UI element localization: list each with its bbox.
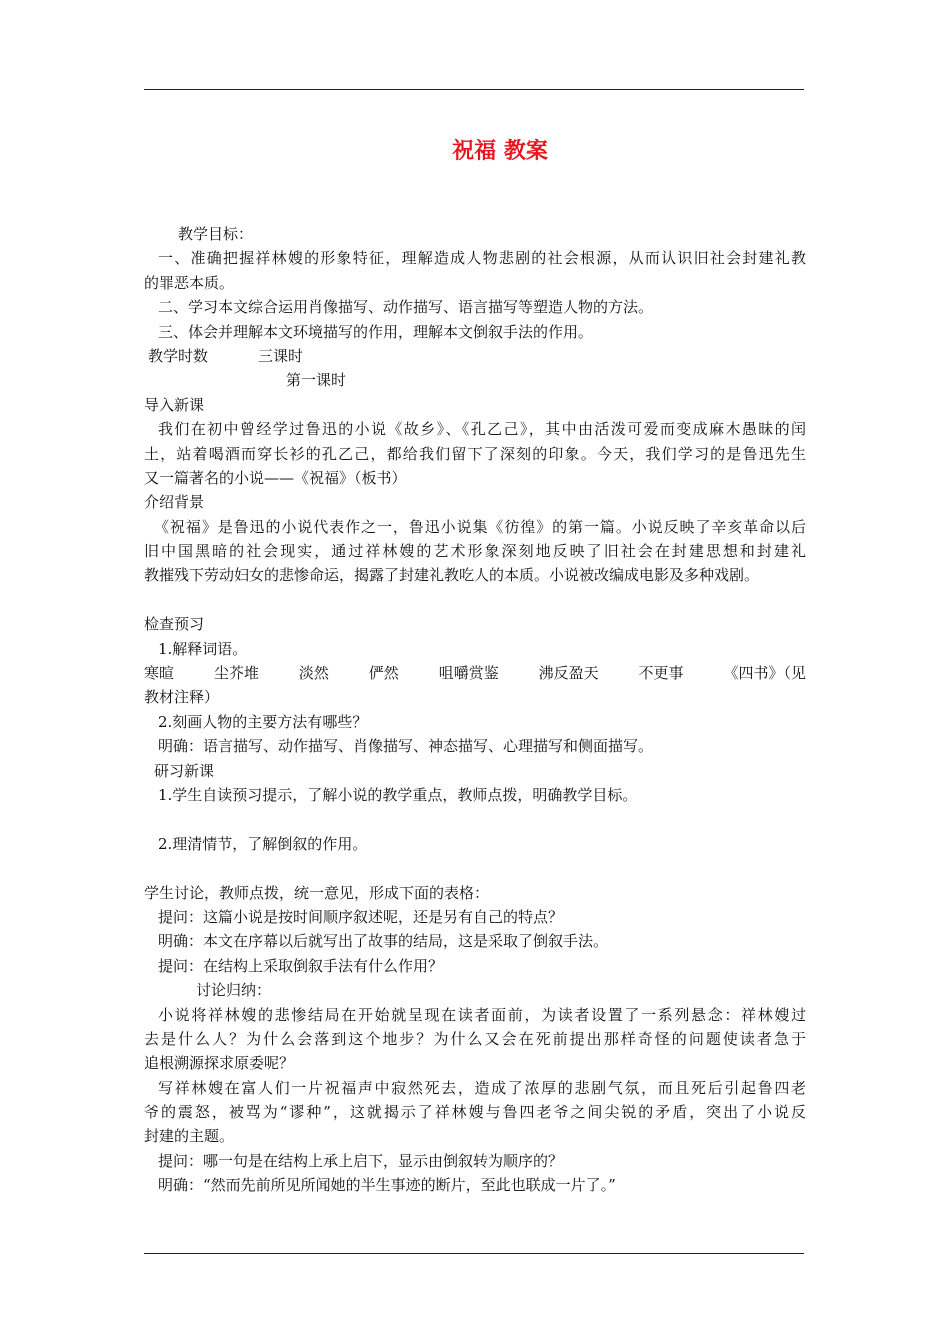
study-item-1: 1.学生自读预习提示，了解小说的教学重点，教师点拨，明确教学目标。 [158, 785, 638, 804]
document-body [144, 222, 806, 1198]
preview-item-1: 1.解释词语。 [158, 639, 248, 658]
goal-3: 三、体会并理解本文环境描写的作用，理解本文倒叙手法的作用。 [158, 322, 594, 341]
background-heading: 介绍背景 [144, 493, 205, 512]
term: 寒暄 [144, 664, 175, 683]
summary-p2-line-1: 写祥林嫂在富人们一片祝福声中寂然死去，造成了浓厚的悲剧气氛，而且死后引起鲁四老 [158, 1078, 806, 1097]
summary-p1-line-2: 去是什么人？为什么会落到这个地步？为什么又会在死前提出那样奇怪的问题使读者急于 [144, 1029, 806, 1048]
question-3: 提问：哪一句是在结构上承上启下，显示由倒叙转为顺序的？ [158, 1151, 564, 1170]
summary-p2-line-2: 爷的震怒，被骂为“谬种”，这就揭示了祥林嫂与鲁四老爷之间尖锐的矛盾，突出了小说反 [144, 1103, 806, 1122]
background-line-3: 教摧残下劳动妇女的悲惨命运，揭露了封建礼教吃人的本质。小说被改编成电影及多种戏剧。 [144, 566, 760, 585]
study-item-2: 2.理清情节，了解倒叙的作用。 [158, 834, 368, 853]
page-title: 祝福 教案 [452, 139, 548, 164]
background-line-1: 《祝福》是鲁迅的小说代表作之一，鲁迅小说集《彷徨》的第一篇。小说反映了辛亥革命以后 [154, 517, 806, 536]
question-2: 提问：在结构上采取倒叙手法有什么作用？ [158, 956, 444, 975]
intro-line-1: 我们在初中曾经学过鲁迅的小说《故乡》、《孔乙己》，其中由活泼可爱而变成麻木愚昧的闰 [158, 420, 806, 439]
lesson-1-heading: 第一课时 [286, 371, 347, 390]
term: 沸反盈天 [538, 664, 599, 683]
summary-p1-line-1: 小说将祥林嫂的悲惨结局在开始就呈现在读者面前，为读者设置了一系列悬念：祥林嫂过 [158, 1005, 806, 1024]
background-line-2: 旧中国黑暗的社会现实，通过祥林嫂的艺术形象深刻地反映了旧社会在封建思想和封建礼 [144, 542, 806, 561]
term: 咀嚼赏鉴 [438, 664, 499, 683]
header-rule [144, 89, 804, 90]
vocabulary-terms [144, 661, 806, 685]
goal-2: 二、学习本文综合运用肖像描写、动作描写、语言描写等塑造人物的方法。 [158, 298, 654, 317]
summary-p2-line-3: 封建的主题。 [144, 1127, 235, 1146]
preview-item-2-answer: 明确：语言描写、动作描写、肖像描写、神态描写、心理描写和侧面描写。 [158, 737, 654, 756]
goal-1-line-2: 的罪恶本质。 [144, 273, 235, 292]
term: 不更事 [638, 664, 684, 683]
intro-line-3: 又一篇著名的小说——《祝福》（板书） [144, 468, 407, 487]
summary-p1-line-3: 追根溯源探求原委呢？ [144, 1054, 295, 1073]
teaching-hours [144, 344, 806, 368]
term: 尘芥堆 [213, 664, 259, 683]
footer-rule [144, 1253, 804, 1254]
answer-1: 明确：本文在序幕以后就写出了故事的结局，这是采取了倒叙手法。 [158, 932, 609, 951]
preview-heading: 检查预习 [144, 615, 205, 634]
teaching-hours-label: 教学时数 [148, 346, 209, 365]
goal-1-line-1: 一、准确把握祥林嫂的形象特征，理解造成人物悲剧的社会根源，从而认识旧社会封建礼教 [158, 249, 806, 268]
study-heading: 研习新课 [154, 761, 215, 780]
discussion-intro: 学生讨论，教师点拨，统一意见，形成下面的表格： [144, 883, 490, 902]
term: 俨然 [368, 664, 399, 683]
question-1: 提问：这篇小说是按时间顺序叙述呢，还是另有自己的特点？ [158, 907, 564, 926]
term: 淡然 [298, 664, 329, 683]
preview-item-2: 2.刻画人物的主要方法有哪些？ [158, 712, 368, 731]
intro-heading: 导入新课 [144, 395, 205, 414]
teaching-hours-value: 三课时 [258, 346, 304, 365]
term: 《四书》（见 [723, 664, 806, 683]
intro-line-2: 土，站着喝酒而穿长衫的孔乙己，都给我们留下了深刻的印象。今天，我们学习的是鲁迅先生 [144, 444, 806, 463]
goals-heading: 教学目标： [178, 225, 254, 243]
answer-3: 明确：“然而先前所见所闻她的半生事迹的断片，至此也联成一片了。” [158, 1176, 616, 1195]
vocabulary-terms-cont: 教材注释） [144, 688, 220, 707]
summary-heading: 讨论归纳： [196, 981, 272, 1000]
